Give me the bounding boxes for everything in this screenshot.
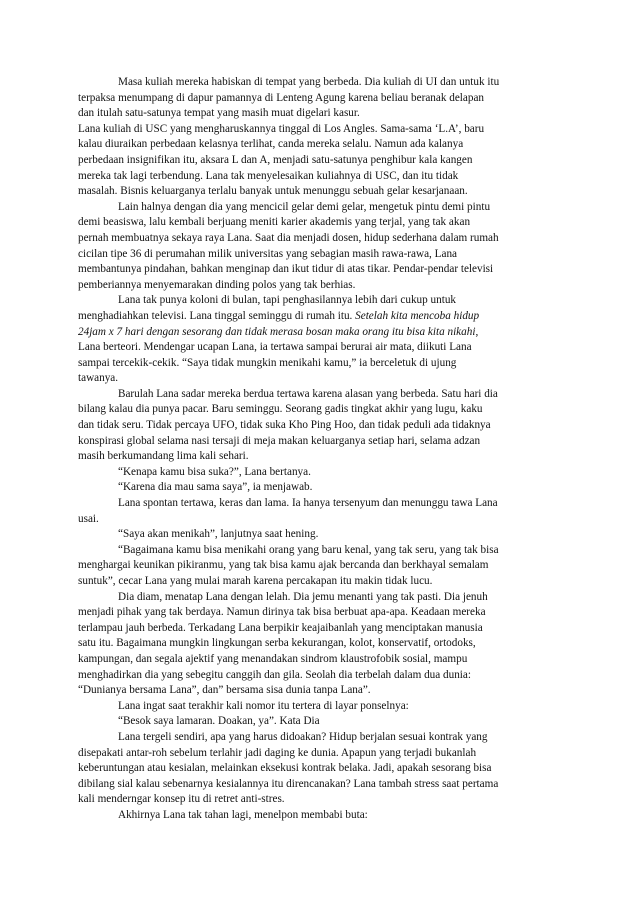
text-line-content: dan itulah satu-satunya tempat yang masih muat digelari kasur.: [78, 107, 360, 120]
text-line-content: sampai tercekik-cekik. “Saya tidak mungkin menikahi kamu,” ia berceletuk di ujung: [78, 356, 457, 369]
text-line: [78, 605, 568, 621]
text-line-content: disepakati antar-roh sebelum terlahir jadi daging ke dunia. Apapun yang terjadi bukanlah: [78, 746, 477, 759]
text-line: [78, 278, 568, 294]
text-line-content: pernah membuatnya sekaya raya Lana. Saat dia menjadi dosen, hidup sederhana dalam rumah: [78, 231, 499, 244]
text-line: [78, 496, 568, 512]
text-line: [78, 91, 568, 107]
text-line-content: Dia diam, menatap Lana dengan lelah. Dia jemu menanti yang tak pasti. Dia jenuh: [118, 590, 488, 603]
text-line-content: cicilan tipe 36 di perumahan milik universitas yang sebagian masih rawa-rawa, Lana: [78, 247, 457, 260]
text-line: [78, 668, 568, 684]
text-line-content: kampungan, dan segala ajektif yang menandakan sindrom klaustrofobik sosial, mampu: [78, 652, 468, 665]
text-line-content: Lana tak punya koloni di bulan, tapi penghasilannya lebih dari cukup untuk: [118, 294, 457, 307]
text-line-content: dan tidak seru. Tidak percaya UFO, tidak suka Kho Ping Hoo, dan tidak peduli ada tidaknya: [78, 419, 491, 432]
text-line: [78, 418, 568, 434]
text-line: [78, 247, 568, 263]
text-line-content: Lana spontan tertawa, keras dan lama. Ia hanya tersenyum dan menunggu tawa Lana: [118, 497, 498, 510]
text-line: [78, 480, 568, 496]
text-line: [78, 699, 568, 715]
text-line-content: “Bagaimana kamu bisa menikahi orang yang baru kenal, yang tak seru, yang tak bisa: [118, 543, 499, 556]
text-line: [78, 714, 568, 730]
text-line: [78, 309, 568, 325]
text-line: [78, 387, 568, 403]
text-line: [78, 558, 568, 574]
text-line: [78, 792, 568, 808]
text-line-content: menghadirkan dia yang sebegitu canggih dan gila. Seolah dia terbelah dalam dua dunia:: [78, 668, 471, 681]
text-line-content: membantunya pindahan, bahkan menginap dan ikut tidur di atas tikar. Pendar-pendar televisi: [78, 263, 494, 276]
text-line-content: Lana berteori. Mendengar ucapan Lana, ia tertawa sampai berurai air mata, diikuti Lana: [78, 341, 472, 354]
text-line-content: tawanya.: [78, 372, 119, 385]
text-line-content: Akhirnya Lana tak tahan lagi, menelpon membabi buta:: [118, 808, 368, 821]
text-line: [78, 636, 568, 652]
text-line-content: kalau diuraikan perbedaan kelasnya terlihat, canda mereka selalu. Namun ada kalanya: [78, 138, 464, 151]
text-line-content: “Saya akan menikah”, lanjutnya saat hening.: [118, 528, 319, 541]
text-line: [78, 106, 568, 122]
text-line-content: masalah. Bisnis keluarganya terlalu banyak untuk menunggu sebuah gelar kesarjanaan.: [78, 185, 468, 198]
text-line-content: perbedaan insignifikan itu, aksara L dan A, menjadi satu-satunya penghibur kala kangen: [78, 153, 473, 166]
text-line: [78, 231, 568, 247]
text-line: [78, 402, 568, 418]
text-line: [78, 293, 568, 309]
text-line: [78, 325, 568, 341]
text-line: [78, 184, 568, 200]
text-line-content: “Kenapa kamu bisa suka?”, Lana bertanya.: [118, 465, 311, 478]
text-line: [78, 75, 568, 91]
text-line-content: Masa kuliah mereka habiskan di tempat yang berbeda. Dia kuliah di UI dan untuk itu: [118, 76, 500, 88]
text-line-content: konspirasi global selama nasi tersaji di meja makan keluarganya setiap hari, selama adzan: [78, 434, 481, 447]
text-line-content: kali menderngar konsep itu di retret anti-stres.: [78, 793, 285, 806]
text-line: [78, 169, 568, 185]
text-line: [78, 746, 568, 762]
text-line-content: Lain halnya dengan dia yang mencicil gelar demi gelar, mengetuk pintu demi pintu: [118, 200, 491, 213]
italic-text: Setelah kita mencoba hidup: [355, 309, 480, 322]
text-line-content: dibilang sial kalau sebenarnya kesialannya itu direncanakan? Lana tambah stress saat pertama: [78, 777, 499, 790]
text-line: [78, 215, 568, 231]
italic-text: 24jam x 7 hari dengan sesorang dan tidak merasa bosan maka orang itu bisa kita nikahi: [78, 325, 476, 338]
text-line-content: “Karena dia mau sama saya”, ia menjawab.: [118, 481, 313, 494]
text-line-content: usai.: [78, 512, 99, 525]
body-text: [78, 75, 568, 824]
text-line-content: masih berkumandang lima kali sehari.: [78, 450, 249, 463]
text-line-content: Lana tergeli sendiri, apa yang harus didoakan? Hidup berjalan sesuai kontrak yang: [118, 730, 488, 743]
text-line-content: menghargai keunikan pikiranmu, yang tak bisa kamu ajak bercanda dan berkhayal semalam: [78, 559, 489, 572]
text-line-content: “Dunianya bersama Lana”, dan” bersama sisa dunia tanpa Lana”.: [78, 684, 371, 697]
text-line-content: “Besok saya lamaran. Doakan, ya”. Kata Dia: [118, 715, 320, 728]
text-line-content: terpaksa menumpang di dapur pamannya di Lenteng Agung karena beliau beranak delapan: [78, 91, 485, 104]
text-line: [78, 621, 568, 637]
text-line: [78, 683, 568, 699]
text-line: [78, 122, 568, 138]
text-line: [78, 434, 568, 450]
text-line: [78, 262, 568, 278]
text-line-content: menghadiahkan televisi. Lana tinggal seminggu di rumah itu.: [78, 309, 356, 322]
text-line-content: terlampau jauh berbeda. Terkadang Lana berpikir keajaibanlah yang menciptakan manusia: [78, 621, 483, 634]
text-line: [78, 527, 568, 543]
text-line-content: Lana ingat saat terakhir kali nomor itu tertera di layar ponselnya:: [118, 699, 409, 712]
text-line: [78, 590, 568, 606]
text-line: [78, 652, 568, 668]
text-line-content: satu itu. Bagaimana mungkin lingkungan serba kekurangan, kolot, konservatif, ortodoks,: [78, 637, 476, 650]
text-line-tail: ,: [475, 325, 479, 338]
text-line: [78, 449, 568, 465]
text-line: [78, 543, 568, 559]
text-line: [78, 153, 568, 169]
text-line-content: keberuntungan atau kesialan, melainkan eksekusi kontrak belaka. Jadi, apakah sesorang bisa: [78, 762, 492, 775]
text-line: [78, 777, 568, 793]
text-line: [78, 371, 568, 387]
text-line: [78, 465, 568, 481]
text-line: [78, 574, 568, 590]
text-line-content: pemberiannya menyemarakan dinding polos yang tak berhias.: [78, 278, 356, 291]
text-line-content: Lana kuliah di USC yang mengharuskannya tinggal di Los Angles. Sama-sama ‘L.A’, baru: [78, 122, 485, 135]
text-line: [78, 200, 568, 216]
text-line-content: menjadi pihak yang tak berdaya. Namun dirinya tak bisa berbuat apa-apa. Keadaan mereka: [78, 606, 486, 619]
text-line: [78, 340, 568, 356]
text-line: [78, 137, 568, 153]
text-line: [78, 512, 568, 528]
text-line: [78, 808, 568, 824]
text-line-content: demi beasiswa, lalu kembali berjuang meniti karier akademis yang terjal, yang tak akan: [78, 216, 471, 229]
text-line-content: Barulah Lana sadar mereka berdua tertawa karena alasan yang berbeda. Satu hari dia: [118, 387, 498, 400]
text-line: [78, 730, 568, 746]
text-line: [78, 356, 568, 372]
text-line: [78, 761, 568, 777]
text-line-content: bilang kalau dia punya pacar. Baru seminggu. Seorang gadis tingkat akhir yang lugu, kaku: [78, 403, 483, 416]
text-line-content: mereka tak lagi terbendung. Lana tak menyelesaikan kuliahnya di USC, dan itu tidak: [78, 169, 459, 182]
text-line-content: suntuk”, cecar Lana yang mulai marah karena percakapan itu makin tidak lucu.: [78, 575, 433, 587]
